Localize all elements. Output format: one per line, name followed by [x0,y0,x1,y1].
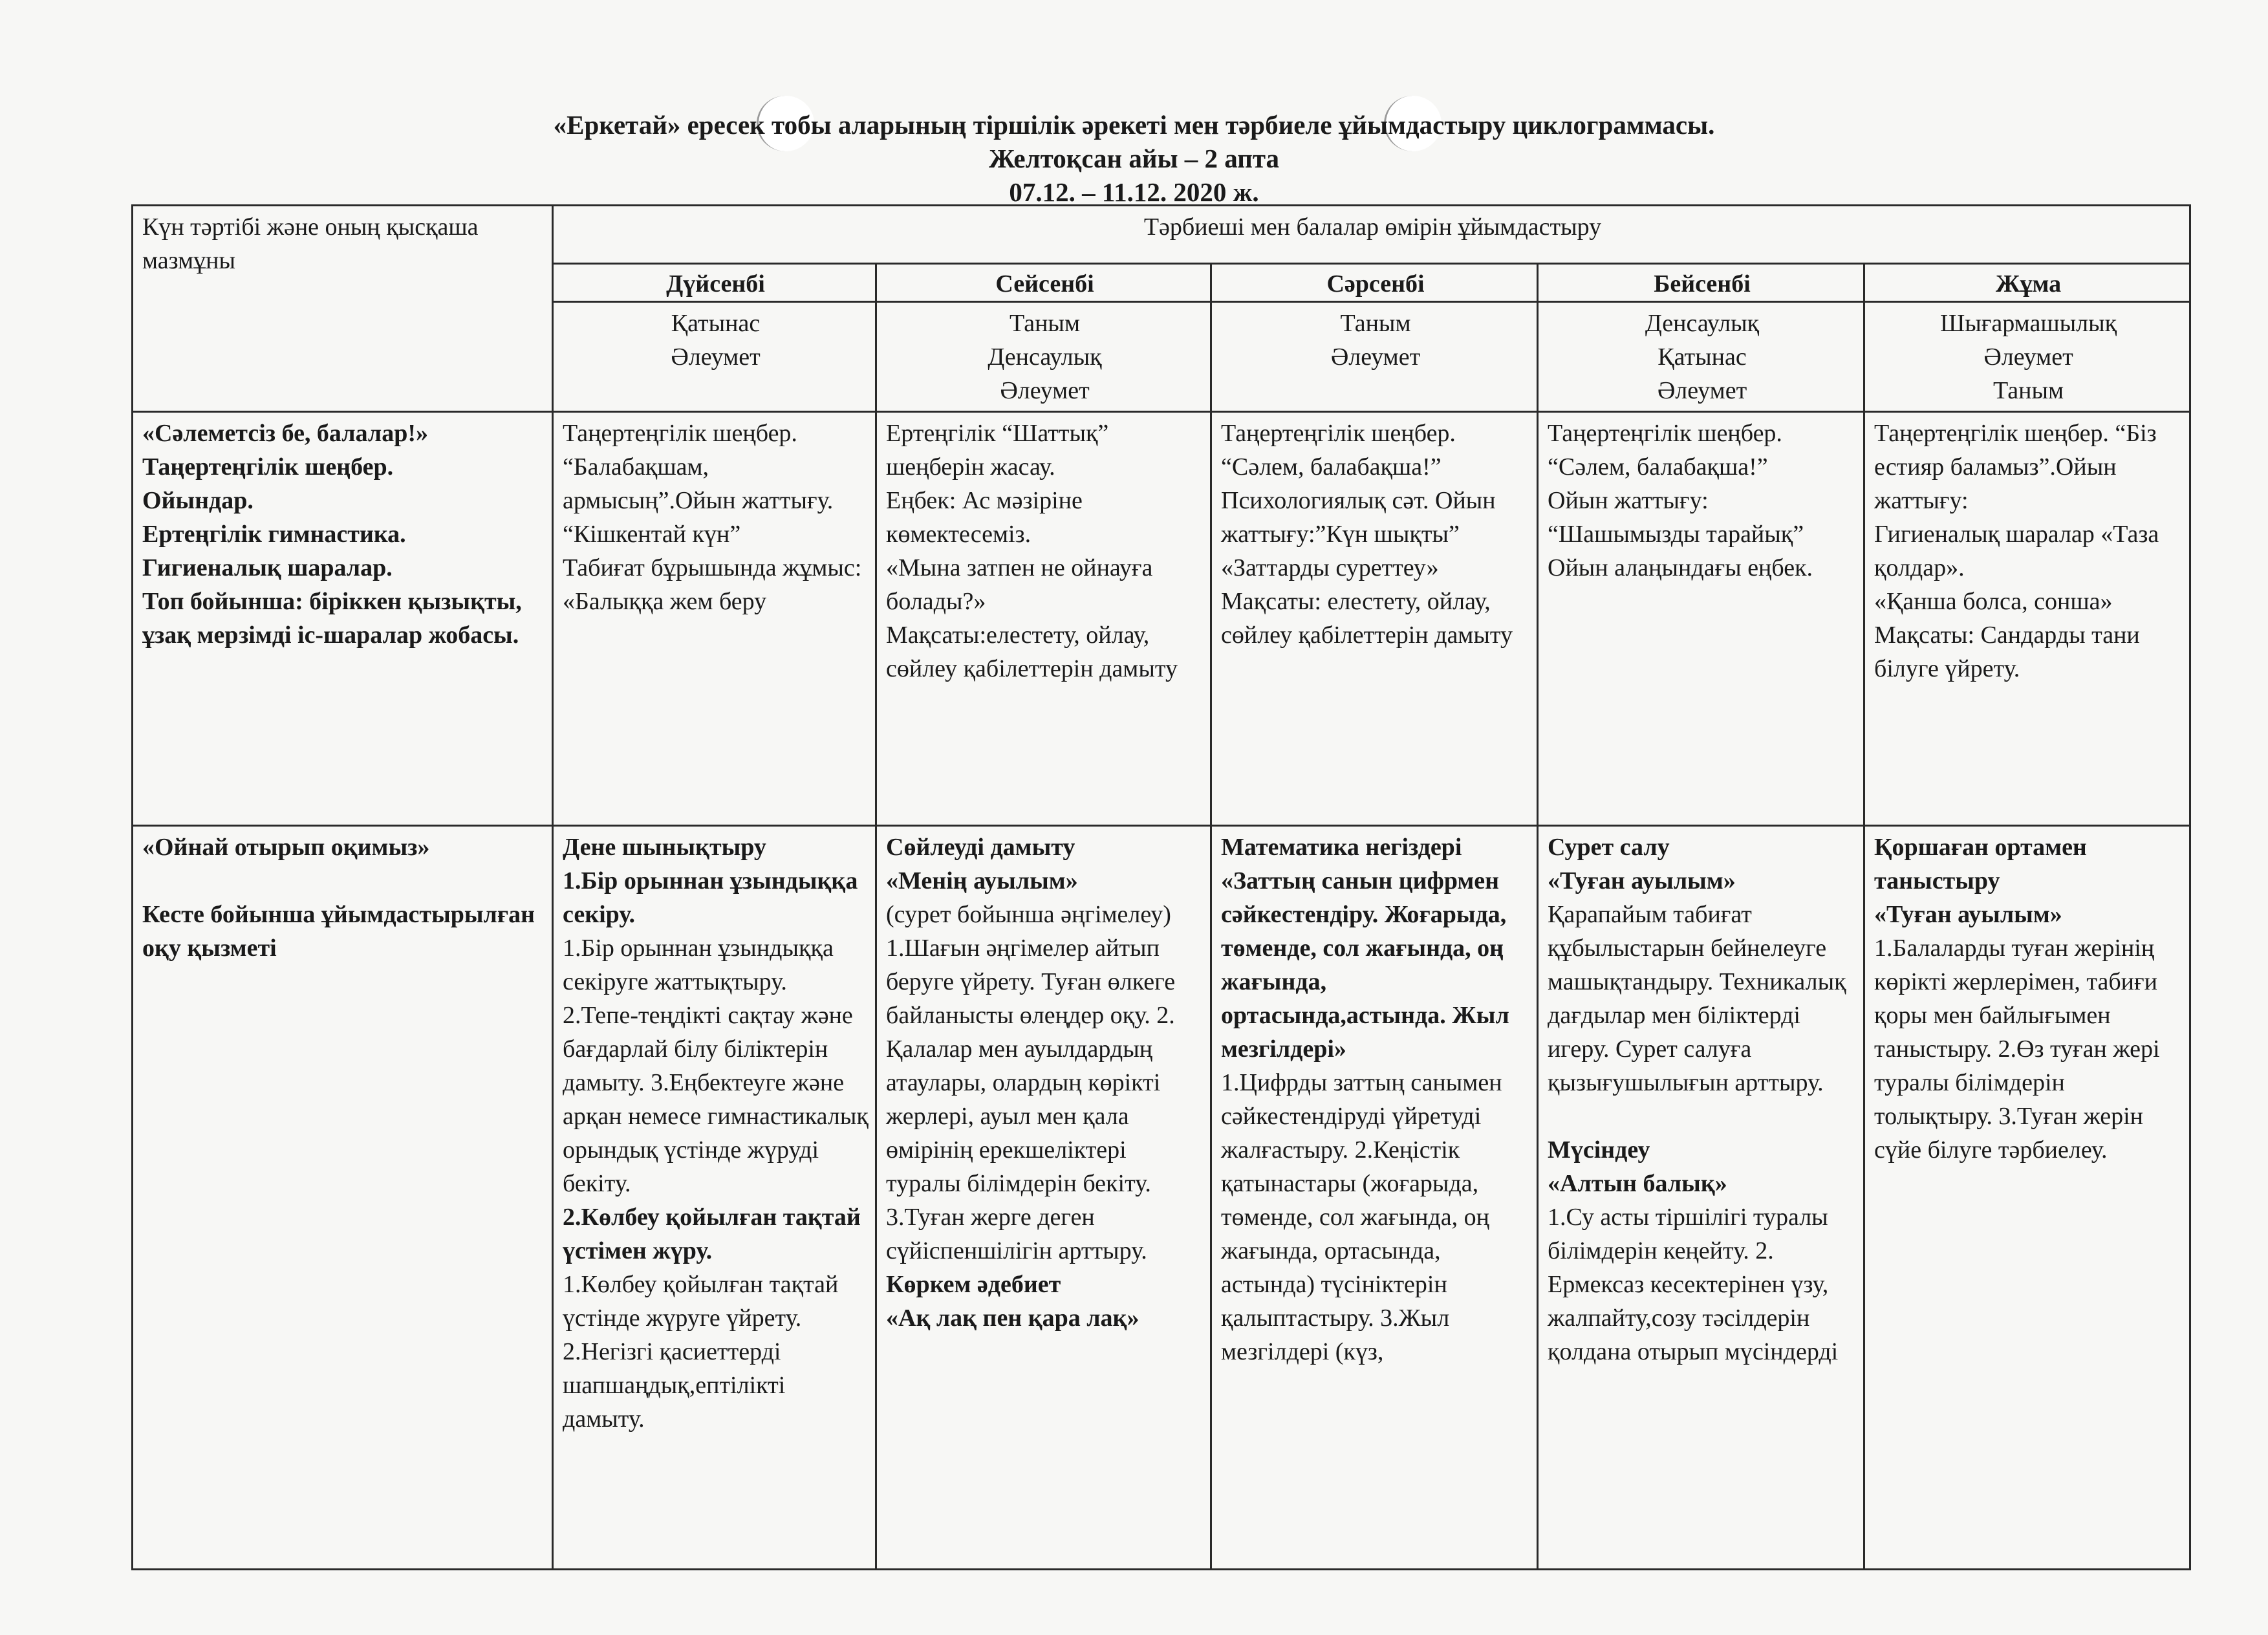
cell-text: 1.Цифрды заттың санымен сәйкестендіруді үйретуді жалғастыру. 2.Кеңістік қатынастары (жоғарыда, төменде, сол жағында, оң жағында, ортасында, астында) түсініктерін қалыптастыру. 3.Жыл мезгілдері (күз, [1221,1069,1502,1365]
cell-text: Мақсаты: елестету, ойлау, сөйлеу қабілеттерін дамыту [1221,588,1513,649]
cell-learning-friday [1864,826,2190,1570]
cell-text: Мақсаты: Сандарды тани білуге үйрету. [1874,622,2140,682]
cell-text: Гигиеналық шаралар «Таза қолдар». [1874,521,2159,581]
spacer [142,864,545,898]
table-row [133,412,2190,826]
cell-morning-monday [553,412,876,826]
day-friday: Жұма [1864,264,2190,302]
cell-text: 1.Бір орыннан ұзындыққа секіруге жаттықтыру. 2.Тепе-теңдікті сақтау және бағдарлай білу біліктерін дамыту. 3.Еңбектеуге және арқан немесе гимнастикалық орындық үстінде жүруді бекіту. [563,935,869,1197]
topic-title: «Заттың санын цифрмен сәйкестендіру. Жоғарыда, төменде, сол жағында, оң жағында, ортасында,астында. Жыл мезгілдері» [1221,867,1509,1063]
topic-note: (сурет бойынша әңгімелеу) [886,901,1171,928]
area-label: Таным [1340,310,1411,337]
day-thursday: Бейсенбі [1538,264,1864,302]
cell-text: Психологиялық сәт. Ойын жаттығу:”Күн шықты” [1221,487,1496,548]
areas-friday [1864,302,2190,412]
area-label: Қатынас [1658,343,1747,371]
spacer [1548,1099,1857,1133]
label-line: «Сәлеметсіз бе, балалар!» [142,420,429,447]
subject-title: Сөйлеуді дамыту [886,834,1075,861]
area-label: Қатынас [671,310,761,337]
area-label: Әлеумет [1983,343,2073,371]
area-label: Шығармашылық [1939,310,2117,337]
area-label: Денсаулық [988,343,1102,371]
document-subtitle-dates: 07.12. – 11.12. 2020 ж. [1009,177,1259,207]
cell-text: 1.Көлбеу қойылған тақтай үстінде жүруге үйрету. 2.Негізгі қасиеттерді шапшаңдық,ептілікті дамыту. [563,1271,839,1433]
cell-text: Таңертеңгілік шеңбер. “Сәлем, балабақша!” [1548,420,1782,481]
cell-learning-monday [553,826,876,1570]
cell-morning-friday [1864,412,2190,826]
areas-tuesday [876,302,1211,412]
cell-text: Таңертеңгілік шеңбер. “Біз естияр баламыз”.Ойын жаттығу: [1874,420,2157,514]
table-row [133,826,2190,1570]
day-wednesday: Сәрсенбі [1211,264,1538,302]
areas-monday [553,302,876,412]
label-sub: Кесте бойынша ұйымдастырылған оқу қызметі [142,901,535,962]
area-label: Әлеумет [671,343,761,371]
cyclogram-table [131,204,2191,1570]
area-label: Әлеумет [1330,343,1421,371]
topic-title: «Алтын балық» [1548,1170,1727,1197]
topic-title: «Менің ауылым» [886,867,1078,894]
document-subtitle-month: Желтоқсан айы – 2 апта [988,144,1280,173]
day-monday: Дүйсенбі [553,264,876,302]
subject-title: Сурет салу [1548,834,1670,861]
cell-text: Табиғат бұрышында жұмыс: «Балыққа жем беру [563,554,862,615]
row-label-learning [133,826,553,1570]
day-tuesday: Сейсенбі [876,264,1211,302]
label-line: Ертеңгілік гимнастика. [142,521,406,548]
cell-text: «Мына затпен не ойнауға болады?» [886,554,1153,615]
topic-title: «Ақ лақ пен қара лақ» [886,1305,1139,1332]
area-label: Әлеумет [1000,377,1090,404]
cell-morning-thursday [1538,412,1864,826]
subject-title: Қоршаған ортамен таныстыру [1874,834,2087,894]
cell-learning-thursday [1538,826,1864,1570]
cell-text: «Қанша болса, сонша» [1874,588,2113,615]
cell-text: 1.Су асты тіршілігі туралы білімдерін кеңейту. 2. Ермексаз кесектерінен үзу, жалпайту,созу тәсілдерін қолдана отырып мүсіндерді [1548,1204,1839,1365]
topic-title: 1.Бір орыннан ұзындыққа секіру. [563,867,858,928]
row-label-morning [133,412,553,826]
cell-text: Ойын алаңындағы еңбек. [1548,554,1813,581]
areas-wednesday [1211,302,1538,412]
label-line: Топ бойынша: біріккен қызықты, ұзақ мерзімді іс-шаралар жобасы. [142,588,522,649]
cell-text: 1.Шағын әңгімелер айтып беруге үйрету. Туған өлкеге байланысты өлеңдер оқу. 2. Қалалар мен ауылдардың атаулары, олардың көрікті жерлері, ауыл мен қала өмірінің ерекшеліктері туралы білімдерін бекіту. 3.Туған жерге деген сүйіспеншілігін арттыру. [886,935,1176,1264]
cell-text: Таңертеңгілік шеңбер. “Сәлем, балабақша!” [1221,420,1456,481]
subject-title: Дене шынықтыру [563,834,766,861]
cell-text: Қарапайым табиғат құбылыстарын бейнелеуге машықтандыру. Техникалық дағдылар мен біліктерді игеру. Сурет салуға қызығушылығын арттыру. [1548,901,1846,1096]
cell-learning-wednesday [1211,826,1538,1570]
subject-title: Математика негіздері [1221,834,1462,861]
document-title: «Еркетай» ересек тобы аларының тіршілік әрекеті мен тәрбиеле ұйымдастыру циклограммасы. [553,110,1715,140]
cell-text: Таңертеңгілік шеңбер. “Балабақшам, армысың”.Ойын жаттығу. “Кішкентай күн” [563,420,834,548]
cell-text: Еңбек: Ас мәзіріне көмектесеміз. [886,487,1083,548]
area-label: Әлеумет [1657,377,1747,404]
topic-title: «Туған ауылым» [1548,867,1736,894]
cell-text: 1.Балаларды туған жерінің көрікті жерлерімен, табиғи қоры мен байлығымен таныстыру. 2.Өз туған жері туралы білімдерін толықтыру. 3.Туған жерін сүйе білуге тәрбиелеу. [1874,935,2160,1164]
label-line: Ойындар. [142,487,254,514]
area-label: Таным [1993,377,2064,404]
subject-title: Мүсіндеу [1548,1136,1650,1164]
cell-learning-tuesday [876,826,1211,1570]
cell-morning-wednesday [1211,412,1538,826]
topic-title: «Туған ауылым» [1874,901,2062,928]
area-label: Денсаулық [1645,310,1760,337]
cell-text: Ертеңгілік “Шаттық” шеңберін жасау. [886,420,1109,481]
subject-title: Көркем әдебиет [886,1271,1061,1298]
col-header-daily-routine: Күн тәртібі және оның қысқаша мазмұны [133,206,553,412]
label-title: «Ойнай отырып оқимыз» [142,834,430,861]
col-header-organization: Тәрбиеші мен балалар өмірін ұйымдастыру [553,206,2190,264]
label-line: Гигиеналық шаралар. [142,554,393,581]
cell-text: «Заттарды суреттеу» [1221,554,1439,581]
cell-text: Ойын жаттығу: “Шашымызды тарайық” [1548,487,1804,548]
area-label: Таным [1009,310,1081,337]
cell-text: Мақсаты:елестету, ойлау, сөйлеу қабілеттерін дамыту [886,622,1178,682]
label-line: Таңертеңгілік шеңбер. [142,453,394,481]
cell-morning-tuesday [876,412,1211,826]
topic-title: 2.Көлбеу қойылған тақтай үстімен жүру. [563,1204,861,1264]
areas-thursday [1538,302,1864,412]
